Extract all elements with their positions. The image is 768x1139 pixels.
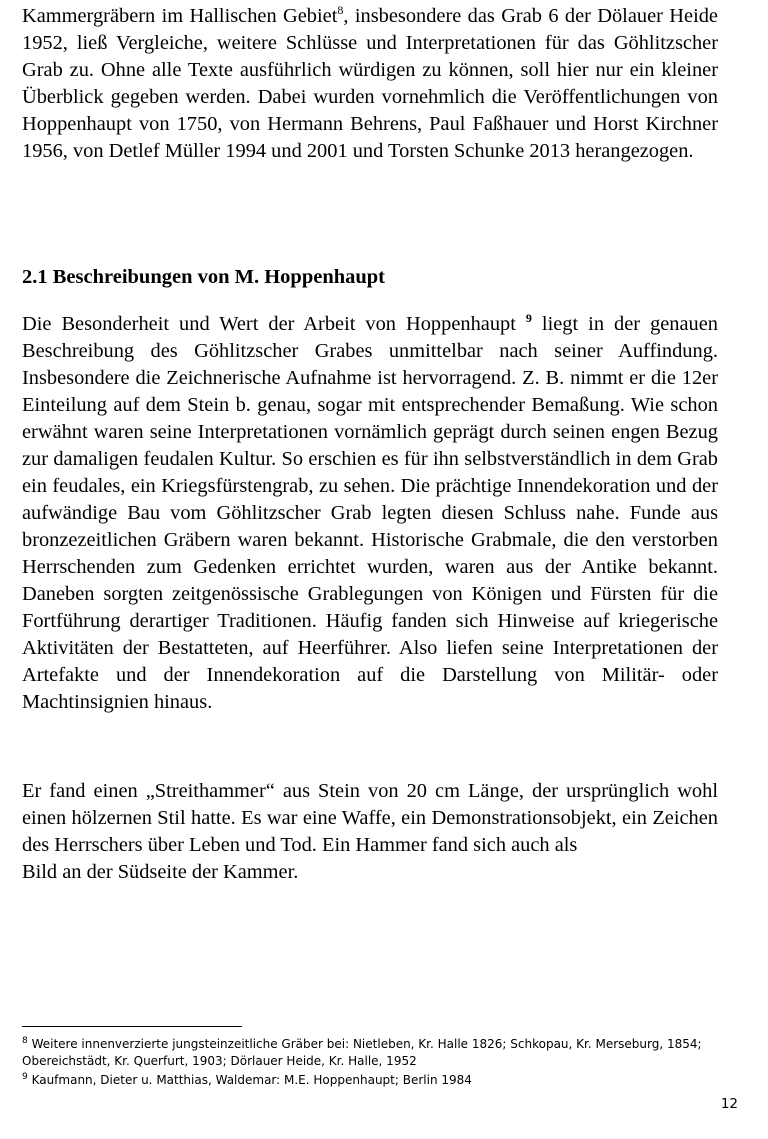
- footnote-separator: [22, 1026, 242, 1027]
- document-page: [22, 0, 746, 1139]
- intro-text-before-ref: Kammergräbern im Hallischen Gebiet: [22, 5, 338, 27]
- footnote-8-text: Weitere innenverzierte jungsteinzeitliche Gräber bei: Nietleben, Kr. Halle 1826; Schkopau, Kr. Merseburg, 1854; Obereichstädt, Kr. Querfurt, 1903; Dörlauer Heide, Kr. Halle, 1952: [22, 1037, 702, 1068]
- page-number: 12: [720, 1096, 738, 1112]
- footnote-9-text: Kaufmann, Dieter u. Matthias, Waldemar: M.E. Hoppenhaupt; Berlin 1984: [31, 1073, 472, 1087]
- footnote-ref-9[interactable]: 9: [525, 311, 532, 326]
- footnote-9: [22, 1072, 722, 1089]
- hammer-paragraph: [22, 778, 718, 886]
- intro-paragraph: [22, 3, 718, 165]
- footnote-8-number: 8: [22, 1036, 28, 1046]
- intro-text-after-ref: , insbesondere das Grab 6 der Dölauer Heide 1952, ließ Vergleiche, weitere Schlüsse und Interpretationen für das Göhlitzscher Grab zu. Ohne alle Texte ausführlich würdigen zu können, soll hier nur ein kleiner Überblick gegeben werden. Dabei wurden vornehmlich die Veröffentlichungen von Hoppenhaupt von 1750, von Hermann Behrens, Paul Faßhauer und Horst Kirchner 1956, von Detlef Müller 1994 und 2001 und Torsten Schunke 2013 herangezogen.: [22, 5, 718, 162]
- hammer-text-body: Er fand einen „Streithammer“ aus Stein von 20 cm Länge, der ursprünglich wohl einen hölzernen Stil hatte. Es war eine Waffe, ein Demonstrationsobjekt, ein Zeichen des Herrschers über Leben und Tod. Ein Hammer fand sich auch als: [22, 780, 718, 856]
- main-paragraph: [22, 311, 718, 716]
- main-text-before-ref: Die Besonderheit und Wert der Arbeit von Hoppenhaupt: [22, 313, 526, 335]
- section-heading: 2.1 Beschreibungen von M. Hoppenhaupt: [22, 266, 386, 288]
- hammer-text-last-line: Bild an der Südseite der Kammer.: [22, 861, 299, 883]
- footnote-8: [22, 1036, 722, 1069]
- main-text-after-ref: liegt in der genauen Beschreibung des Göhlitzscher Grabes unmittelbar nach seiner Auffindung. Insbesondere die Zeichnerische Aufnahme ist hervorragend. Z. B. nimmt er die 12er Einteilung auf dem Stein b. genau, sogar mit entsprechender Bemaßung. Wie schon erwähnt waren seine Interpretationen vornämlich geprägt durch seinen engen Bezug zur damaligen feudalen Kultur. So erschien es für ihn selbstverständlich in dem Grab ein feudales, ein Kriegsfürstengrab, zu sehen. Die prächtige Innendekoration und der aufwändige Bau vom Göhlitzscher Grab legten diesen Schluss nahe. Funde aus bronzezeitlichen Gräbern waren bekannt. Historische Grabmale, die den verstorben Herrschenden zum Gedenken errichtet wurden, waren aus der Antike bekannt. Daneben sorgten zeitgenössische Grablegungen von Königen und Fürsten für die Fortführung derartiger Traditionen. Häufig fanden sich Hinweise auf kriegerische Aktivitäten der Bestatteten, auf Heerführer. Also liefen seine Interpretationen der Artefakte und der Innendekoration auf die Darstellung von Militär- oder Machtinsignien hinaus.: [22, 313, 718, 713]
- footnote-ref-8[interactable]: 8: [337, 3, 344, 18]
- footnote-9-number: 9: [22, 1072, 28, 1082]
